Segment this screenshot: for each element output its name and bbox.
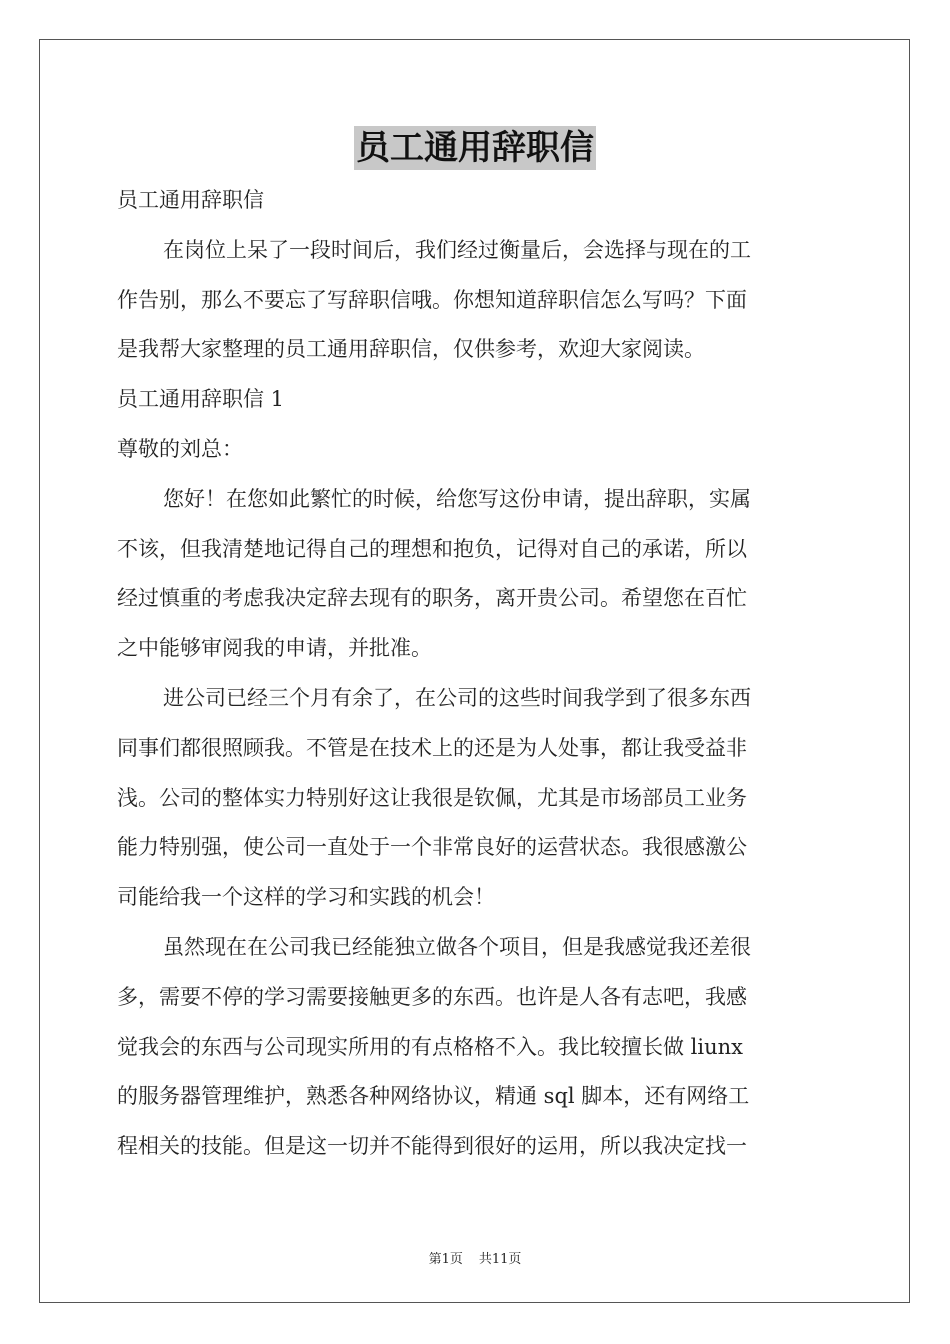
body-line: 觉我会的东西与公司现实所用的有点格格不入。我比较擅长做 liunx (117, 1034, 743, 1059)
body-line: 是我帮大家整理的员工通用辞职信，仅供参考，欢迎大家阅读。 (117, 337, 705, 362)
body-line: 多，需要不停的学习需要接触更多的东西。也许是人各有志吧，我感 (117, 984, 747, 1009)
body-line: 虽然现在在公司我已经能独立做各个项目，但是我感觉我还差很 (163, 934, 751, 959)
body-line: 浅。公司的整体实力特别好这让我很是钦佩，尤其是市场部员工业务 (117, 785, 747, 810)
body-line: 经过慎重的考虑我决定辞去现有的职务，离开贵公司。希望您在百忙 (117, 586, 747, 611)
document-body (117, 176, 835, 1172)
body-line: 同事们都很照顾我。不管是在技术上的还是为人处事，都让我受益非 (117, 735, 747, 760)
body-line: 您好！在您如此繁忙的时候，给您写这份申请，提出辞职，实属 (163, 486, 751, 511)
body-line: 员工通用辞职信 (117, 188, 264, 212)
body-line: 不该，但我清楚地记得自己的理想和抱负，记得对自己的承诺，所以 (117, 536, 747, 561)
title-container (0, 126, 950, 170)
body-line: 在岗位上呆了一段时间后，我们经过衡量后，会选择与现在的工 (163, 237, 751, 262)
body-line: 司能给我一个这样的学习和实践的机会！ (117, 885, 495, 910)
total-pages: 共11页 (478, 1252, 522, 1267)
body-line: 程相关的技能。但是这一切并不能得到很好的运用，所以我决定找一 (117, 1134, 747, 1159)
body-line: 尊敬的刘总： (117, 436, 243, 461)
body-line: 能力特别强，使公司一直处于一个非常良好的运营状态。我很感激公 (117, 835, 747, 860)
body-line: 作告别，那么不要忘了写辞职信哦。你想知道辞职信怎么写吗？下面 (117, 287, 747, 312)
body-line: 的服务器管理维护，熟悉各种网络协议，精通 sql 脚本，还有网络工 (117, 1084, 750, 1109)
document-title: 员工通用辞职信 (356, 128, 594, 168)
body-line: 员工通用辞职信 1 (117, 387, 285, 412)
body-line: 进公司已经三个月有余了，在公司的这些时间我学到了很多东西 (163, 685, 751, 710)
page-number: 第1页 (428, 1252, 463, 1267)
body-line: 之中能够审阅我的申请，并批准。 (117, 636, 432, 661)
page-footer (0, 1248, 950, 1267)
